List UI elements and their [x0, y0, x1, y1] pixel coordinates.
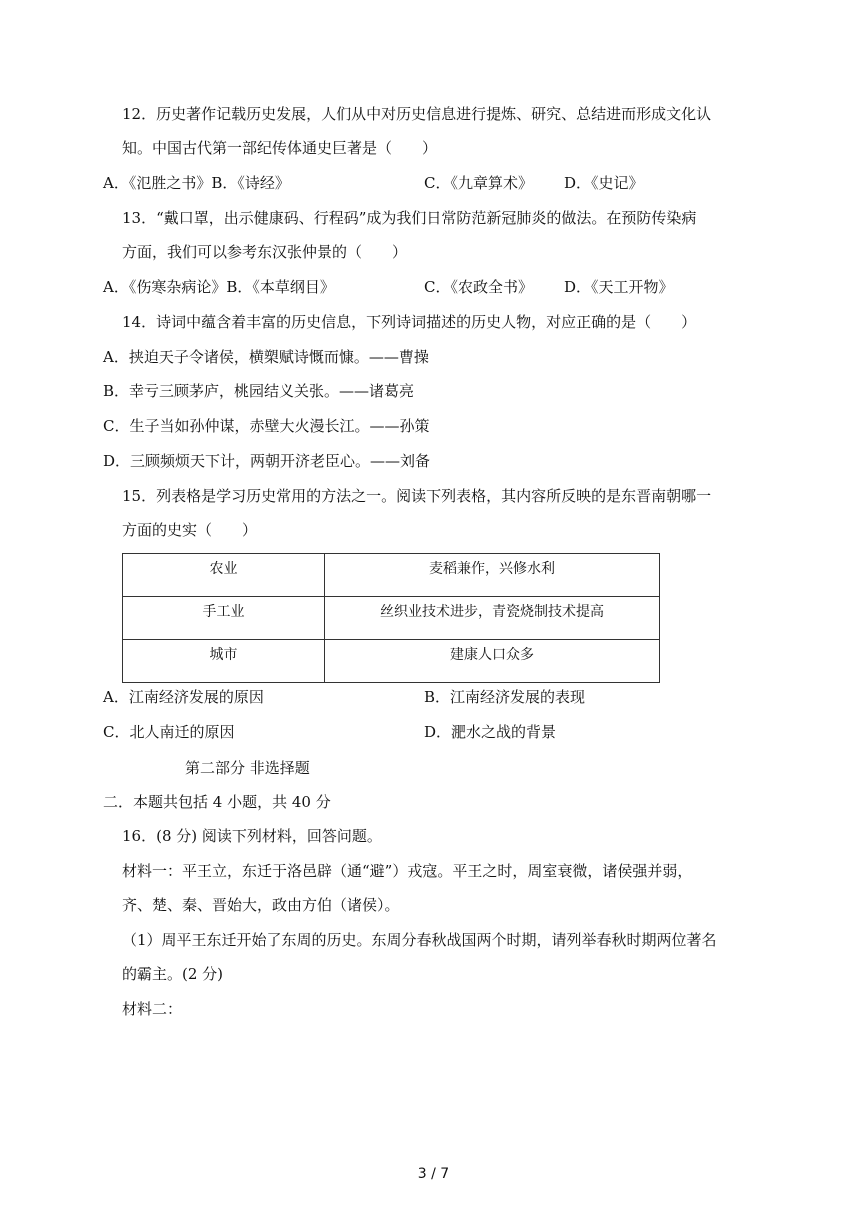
q16-material1-line1: 材料一：平王立，东迁于洛邑辟（通“避”）戎寇。平王之时，周室衰微，诸侯强并弱，: [122, 862, 693, 880]
q13-stem-line1: 13．“戴口罩，出示健康码、行程码”成为我们日常防范新冠肺炎的做法。在预防传染病: [122, 209, 697, 227]
table-cell: 手工业: [123, 597, 325, 640]
table-cell: 建康人口众多: [325, 640, 660, 683]
q16-stem: 16．(8 分) 阅读下列材料，回答问题。: [122, 827, 382, 845]
q16-sub1-line2: 的霸主。(2 分): [122, 965, 224, 983]
table-row: [123, 554, 660, 597]
q12-option-d: D．《史记》: [564, 174, 644, 192]
q16-sub1-line1: （1）周平王东迁开始了东周的历史。东周分春秋战国两个时期，请列举春秋时期两位著名: [122, 931, 717, 949]
q14-option-b: B．幸亏三顾茅庐，桃园结义关张。——诸葛亮: [103, 382, 415, 400]
q14-option-c: C．生子当如孙仲谋，赤壁大火漫长江。——孙策: [103, 417, 430, 435]
q15-option-c: C．北人南迁的原因: [103, 723, 235, 741]
q16-material2-label: 材料二：: [122, 1000, 183, 1018]
part2-title: 第二部分 非选择题: [185, 759, 310, 777]
q13-option-c: C．《农政全书》: [424, 278, 533, 296]
q12-option-c: C．《九章算术》: [424, 174, 533, 192]
table-row: [123, 597, 660, 640]
table-cell: 农业: [123, 554, 325, 597]
q15-stem-line2: 方面的史实（ ）: [122, 521, 258, 539]
q14-option-d: D．三顾频烦天下计，两朝开济老臣心。——刘备: [103, 452, 431, 470]
q13-option-d: D．《天工开物》: [564, 278, 674, 296]
q13-option-ab: A．《伤寒杂病论》B．《本草纲目》: [103, 278, 335, 296]
table-cell: 麦稻兼作，兴修水利: [325, 554, 660, 597]
table-row: [123, 640, 660, 683]
table-cell: 城市: [123, 640, 325, 683]
q13-stem-line2: 方面，我们可以参考东汉张仲景的（ ）: [122, 243, 408, 261]
page-number: 3 / 7: [417, 1166, 450, 1182]
q15-stem-line1: 15．列表格是学习历史常用的方法之一。阅读下列表格，其内容所反映的是东晋南朝哪一: [122, 487, 712, 505]
q12-stem-line2: 知。中国古代第一部纪传体通史巨著是（ ）: [122, 139, 438, 157]
section-heading: 二．本题共包括 4 小题，共 40 分: [103, 793, 331, 811]
q12-option-ab: A．《氾胜之书》B．《诗经》: [103, 174, 290, 192]
q15-option-b: B．江南经济发展的表现: [424, 688, 586, 706]
q14-stem: 14．诗词中蕴含着丰富的历史信息，下列诗词描述的历史人物，对应正确的是（ ）: [122, 313, 697, 331]
q14-option-a: A．挟迫天子令诸侯，横槊赋诗慨而慷。——曹操: [103, 348, 429, 366]
q12-stem-line1: 12．历史著作记载历史发展，人们从中对历史信息进行提炼、研究、总结进而形成文化认: [122, 105, 712, 123]
q15-option-a: A．江南经济发展的原因: [103, 688, 264, 706]
q15-info-table: [122, 553, 660, 683]
table-cell: 丝织业技术进步，青瓷烧制技术提高: [325, 597, 660, 640]
q15-option-d: D．淝水之战的背景: [424, 723, 557, 741]
q16-material1-line2: 齐、楚、秦、晋始大，政由方伯（诸侯）。: [122, 896, 400, 914]
